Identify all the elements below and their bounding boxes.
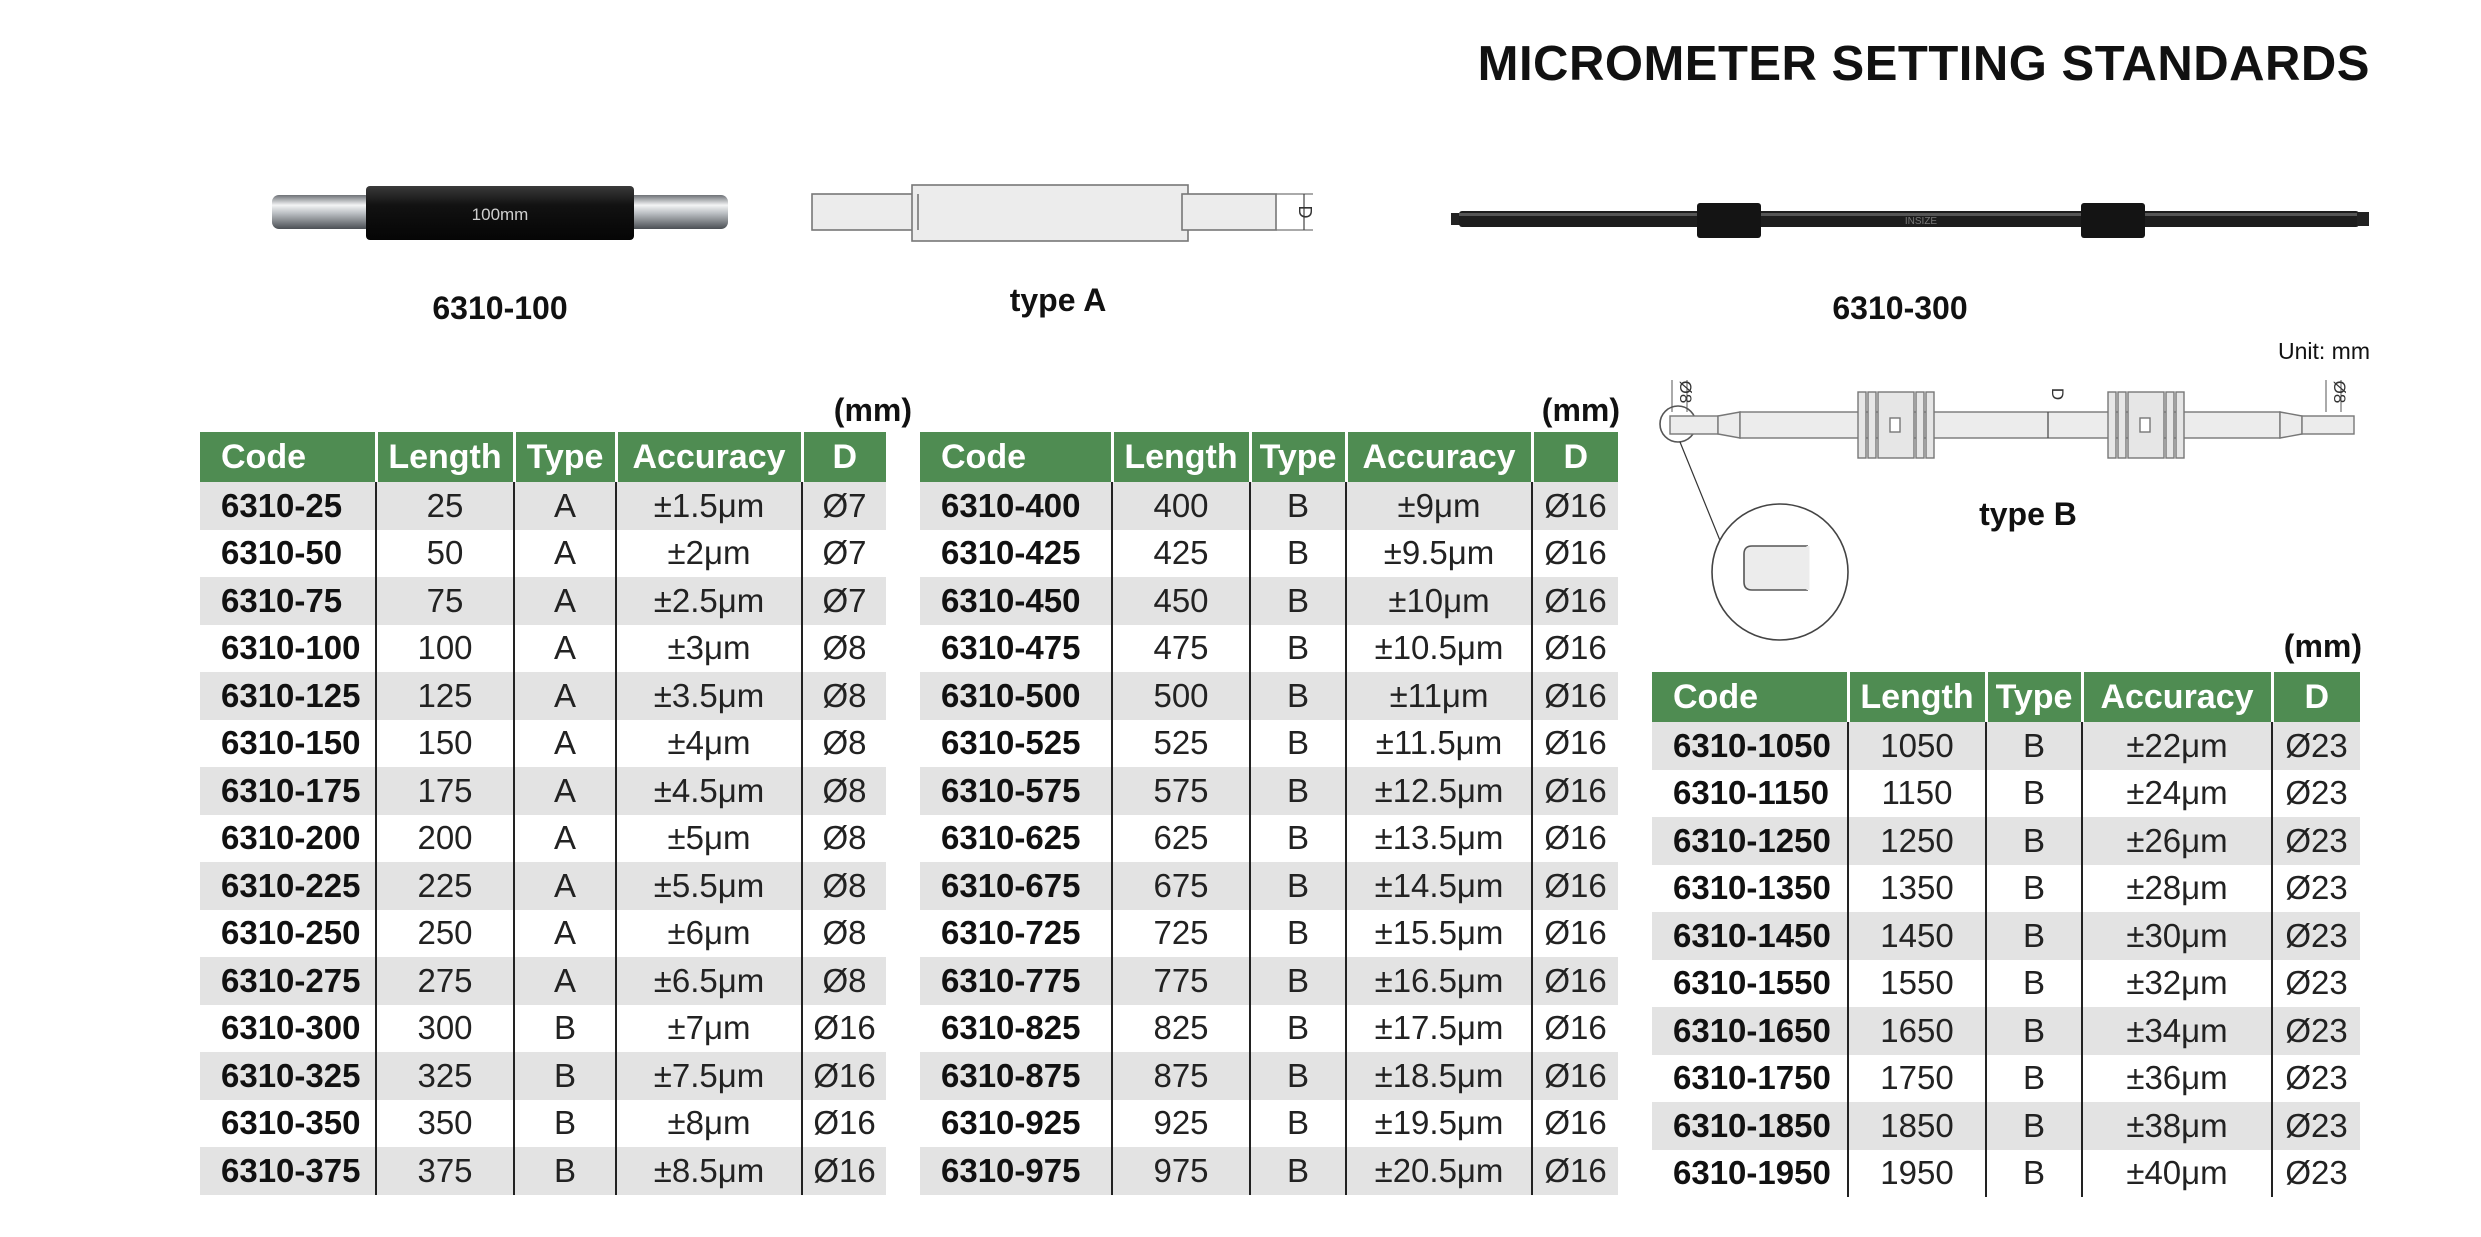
col-header-type: Type bbox=[1250, 432, 1346, 482]
table-row bbox=[1652, 817, 2360, 865]
engraving-insize: INSIZE bbox=[1904, 216, 1938, 227]
cell-d: Ø16 bbox=[1532, 1147, 1618, 1195]
cell-code: 6310-225 bbox=[200, 862, 376, 910]
cell-length: 100 bbox=[376, 625, 514, 673]
cell-code: 6310-975 bbox=[920, 1147, 1112, 1195]
cell-d: Ø8 bbox=[802, 862, 886, 910]
cell-d: Ø8 bbox=[802, 720, 886, 768]
cell-length: 275 bbox=[376, 957, 514, 1005]
cell-d: Ø16 bbox=[1532, 862, 1618, 910]
cell-length: 1650 bbox=[1848, 1007, 1986, 1055]
cell-d: Ø16 bbox=[1532, 1100, 1618, 1148]
table-row bbox=[200, 577, 886, 625]
cell-accuracy: ±10μm bbox=[1346, 577, 1532, 625]
cell-length: 375 bbox=[376, 1147, 514, 1195]
cell-type: B bbox=[1986, 1055, 2082, 1103]
cell-d: Ø23 bbox=[2272, 912, 2360, 960]
cell-d: Ø23 bbox=[2272, 770, 2360, 818]
cell-d: Ø16 bbox=[1532, 815, 1618, 863]
cell-d: Ø8 bbox=[802, 625, 886, 673]
table-header-row bbox=[200, 432, 886, 482]
caption-6310-100: 6310-100 bbox=[432, 290, 568, 326]
cell-accuracy: ±2μm bbox=[616, 530, 802, 578]
col-header-d: D bbox=[1532, 432, 1618, 482]
cell-accuracy: ±34μm bbox=[2082, 1007, 2272, 1055]
cell-d: Ø16 bbox=[802, 1005, 886, 1053]
cell-length: 200 bbox=[376, 815, 514, 863]
cell-length: 525 bbox=[1112, 720, 1250, 768]
table-row bbox=[200, 720, 886, 768]
table-row bbox=[920, 1005, 1618, 1053]
cell-type: B bbox=[1986, 722, 2082, 770]
cell-d: Ø16 bbox=[1532, 482, 1618, 530]
cell-code: 6310-1850 bbox=[1652, 1102, 1848, 1150]
cell-d: Ø23 bbox=[2272, 1150, 2360, 1198]
cell-code: 6310-125 bbox=[200, 672, 376, 720]
cell-d: Ø16 bbox=[1532, 910, 1618, 958]
cell-length: 350 bbox=[376, 1100, 514, 1148]
cell-accuracy: ±1.5μm bbox=[616, 482, 802, 530]
table-row bbox=[200, 1100, 886, 1148]
table-row bbox=[200, 1147, 886, 1195]
type-b-left-dia: Ø8 bbox=[1676, 380, 1695, 404]
table-row bbox=[200, 815, 886, 863]
cell-d: Ø7 bbox=[802, 577, 886, 625]
cell-accuracy: ±10.5μm bbox=[1346, 625, 1532, 673]
cell-accuracy: ±19.5μm bbox=[1346, 1100, 1532, 1148]
cell-type: B bbox=[1250, 1005, 1346, 1053]
cell-type: A bbox=[514, 482, 616, 530]
cell-accuracy: ±7μm bbox=[616, 1005, 802, 1053]
cell-length: 1050 bbox=[1848, 722, 1986, 770]
table-row bbox=[920, 720, 1618, 768]
table-1-unit: (mm) bbox=[833, 392, 912, 428]
cell-d: Ø16 bbox=[802, 1100, 886, 1148]
cell-accuracy: ±30μm bbox=[2082, 912, 2272, 960]
cell-code: 6310-1550 bbox=[1652, 960, 1848, 1008]
table-row bbox=[200, 767, 886, 815]
cell-code: 6310-1750 bbox=[1652, 1055, 1848, 1103]
spec-table-2 bbox=[920, 432, 1618, 1195]
cell-d: Ø16 bbox=[1532, 577, 1618, 625]
table-row bbox=[1652, 722, 2360, 770]
cell-code: 6310-275 bbox=[200, 957, 376, 1005]
type-a-drawing bbox=[808, 182, 1320, 246]
cell-d: Ø23 bbox=[2272, 1007, 2360, 1055]
cell-accuracy: ±36μm bbox=[2082, 1055, 2272, 1103]
table-row bbox=[1652, 960, 2360, 1008]
table-row bbox=[1652, 1150, 2360, 1198]
table-row bbox=[200, 862, 886, 910]
cell-length: 725 bbox=[1112, 910, 1250, 958]
engraving-100mm: 100mm bbox=[471, 205, 529, 224]
cell-code: 6310-825 bbox=[920, 1005, 1112, 1053]
cell-code: 6310-175 bbox=[200, 767, 376, 815]
cell-type: B bbox=[1250, 672, 1346, 720]
table-row bbox=[1652, 865, 2360, 913]
cell-d: Ø16 bbox=[1532, 720, 1618, 768]
table-row bbox=[920, 957, 1618, 1005]
cell-length: 50 bbox=[376, 530, 514, 578]
cell-length: 1450 bbox=[1848, 912, 1986, 960]
standard-300-photo bbox=[1451, 198, 2369, 246]
table-row bbox=[920, 862, 1618, 910]
col-header-type: Type bbox=[514, 432, 616, 482]
col-header-accuracy: Accuracy bbox=[616, 432, 802, 482]
cell-d: Ø23 bbox=[2272, 722, 2360, 770]
col-header-accuracy: Accuracy bbox=[2082, 672, 2272, 722]
cell-d: Ø8 bbox=[802, 957, 886, 1005]
col-header-d: D bbox=[2272, 672, 2360, 722]
cell-d: Ø8 bbox=[802, 672, 886, 720]
table-row bbox=[920, 577, 1618, 625]
col-header-accuracy: Accuracy bbox=[1346, 432, 1532, 482]
table-row bbox=[920, 1147, 1618, 1195]
cell-accuracy: ±24μm bbox=[2082, 770, 2272, 818]
table-row bbox=[200, 957, 886, 1005]
cell-code: 6310-400 bbox=[920, 482, 1112, 530]
cell-code: 6310-200 bbox=[200, 815, 376, 863]
cell-type: B bbox=[1250, 1147, 1346, 1195]
cell-type: B bbox=[1250, 625, 1346, 673]
cell-type: B bbox=[1986, 770, 2082, 818]
cell-length: 625 bbox=[1112, 815, 1250, 863]
cell-type: B bbox=[514, 1147, 616, 1195]
cell-d: Ø16 bbox=[1532, 957, 1618, 1005]
col-header-code: Code bbox=[920, 432, 1112, 482]
cell-code: 6310-1350 bbox=[1652, 865, 1848, 913]
table-2-unit: (mm) bbox=[1541, 392, 1620, 428]
table-body bbox=[1652, 722, 2360, 1197]
cell-accuracy: ±38μm bbox=[2082, 1102, 2272, 1150]
cell-length: 975 bbox=[1112, 1147, 1250, 1195]
col-header-length: Length bbox=[376, 432, 514, 482]
cell-d: Ø23 bbox=[2272, 1102, 2360, 1150]
cell-accuracy: ±9.5μm bbox=[1346, 530, 1532, 578]
cell-accuracy: ±18.5μm bbox=[1346, 1052, 1532, 1100]
table-header-row bbox=[920, 432, 1618, 482]
cell-accuracy: ±20.5μm bbox=[1346, 1147, 1532, 1195]
cell-type: A bbox=[514, 720, 616, 768]
table-header-row bbox=[1652, 672, 2360, 722]
cell-code: 6310-75 bbox=[200, 577, 376, 625]
cell-code: 6310-1450 bbox=[1652, 912, 1848, 960]
cell-d: Ø16 bbox=[802, 1147, 886, 1195]
cell-length: 575 bbox=[1112, 767, 1250, 815]
table-row bbox=[200, 482, 886, 530]
cell-length: 1250 bbox=[1848, 817, 1986, 865]
cell-type: B bbox=[1986, 1007, 2082, 1055]
unit-note: Unit: mm bbox=[2278, 338, 2370, 364]
cell-accuracy: ±13.5μm bbox=[1346, 815, 1532, 863]
cell-d: Ø8 bbox=[802, 767, 886, 815]
table-row bbox=[920, 1052, 1618, 1100]
cell-d: Ø16 bbox=[1532, 672, 1618, 720]
cell-accuracy: ±5μm bbox=[616, 815, 802, 863]
cell-accuracy: ±6.5μm bbox=[616, 957, 802, 1005]
cell-code: 6310-725 bbox=[920, 910, 1112, 958]
cell-length: 400 bbox=[1112, 482, 1250, 530]
cell-code: 6310-250 bbox=[200, 910, 376, 958]
table-row bbox=[1652, 770, 2360, 818]
cell-code: 6310-525 bbox=[920, 720, 1112, 768]
table-row bbox=[920, 530, 1618, 578]
cell-d: Ø16 bbox=[802, 1052, 886, 1100]
cell-type: B bbox=[1250, 767, 1346, 815]
col-header-length: Length bbox=[1848, 672, 1986, 722]
spec-table-3 bbox=[1652, 672, 2360, 1197]
table-row bbox=[1652, 1102, 2360, 1150]
cell-code: 6310-575 bbox=[920, 767, 1112, 815]
cell-accuracy: ±8μm bbox=[616, 1100, 802, 1148]
table-row bbox=[920, 910, 1618, 958]
cell-length: 250 bbox=[376, 910, 514, 958]
cell-accuracy: ±15.5μm bbox=[1346, 910, 1532, 958]
cell-type: B bbox=[1250, 1052, 1346, 1100]
cell-accuracy: ±40μm bbox=[2082, 1150, 2272, 1198]
cell-code: 6310-1250 bbox=[1652, 817, 1848, 865]
cell-d: Ø7 bbox=[802, 530, 886, 578]
cell-type: B bbox=[1250, 862, 1346, 910]
cell-d: Ø8 bbox=[802, 815, 886, 863]
col-header-type: Type bbox=[1986, 672, 2082, 722]
cell-code: 6310-375 bbox=[200, 1147, 376, 1195]
table-row bbox=[200, 1052, 886, 1100]
table-row bbox=[920, 625, 1618, 673]
cell-code: 6310-150 bbox=[200, 720, 376, 768]
cell-type: B bbox=[1986, 865, 2082, 913]
cell-type: B bbox=[1250, 1100, 1346, 1148]
cell-accuracy: ±16.5μm bbox=[1346, 957, 1532, 1005]
cell-code: 6310-325 bbox=[200, 1052, 376, 1100]
caption-6310-300: 6310-300 bbox=[1832, 290, 1968, 326]
cell-length: 25 bbox=[376, 482, 514, 530]
cell-type: B bbox=[514, 1100, 616, 1148]
table-row bbox=[920, 767, 1618, 815]
table-row bbox=[920, 1100, 1618, 1148]
cell-accuracy: ±11μm bbox=[1346, 672, 1532, 720]
cell-type: A bbox=[514, 625, 616, 673]
cell-d: Ø23 bbox=[2272, 817, 2360, 865]
table-row bbox=[920, 672, 1618, 720]
caption-type-a: type A bbox=[1009, 282, 1107, 318]
caption-type-b: type B bbox=[1979, 496, 2077, 532]
cell-type: B bbox=[1250, 577, 1346, 625]
cell-code: 6310-300 bbox=[200, 1005, 376, 1053]
cell-code: 6310-775 bbox=[920, 957, 1112, 1005]
cell-code: 6310-875 bbox=[920, 1052, 1112, 1100]
cell-d: Ø16 bbox=[1532, 1052, 1618, 1100]
cell-code: 6310-450 bbox=[920, 577, 1112, 625]
cell-type: B bbox=[1250, 815, 1346, 863]
cell-length: 225 bbox=[376, 862, 514, 910]
cell-length: 150 bbox=[376, 720, 514, 768]
page-title: MICROMETER SETTING STANDARDS bbox=[1477, 37, 2370, 91]
cell-accuracy: ±8.5μm bbox=[616, 1147, 802, 1195]
cell-length: 175 bbox=[376, 767, 514, 815]
cell-length: 425 bbox=[1112, 530, 1250, 578]
cell-code: 6310-1050 bbox=[1652, 722, 1848, 770]
cell-accuracy: ±22μm bbox=[2082, 722, 2272, 770]
cell-type: A bbox=[514, 672, 616, 720]
cell-length: 475 bbox=[1112, 625, 1250, 673]
cell-type: B bbox=[1986, 817, 2082, 865]
cell-length: 125 bbox=[376, 672, 514, 720]
cell-code: 6310-1650 bbox=[1652, 1007, 1848, 1055]
cell-length: 925 bbox=[1112, 1100, 1250, 1148]
cell-type: B bbox=[1250, 910, 1346, 958]
type-b-d-label: D bbox=[2048, 387, 2067, 401]
table-row bbox=[200, 625, 886, 673]
cell-length: 1550 bbox=[1848, 960, 1986, 1008]
table-row bbox=[1652, 1055, 2360, 1103]
cell-accuracy: ±11.5μm bbox=[1346, 720, 1532, 768]
table-3-unit: (mm) bbox=[2283, 628, 2362, 664]
cell-type: A bbox=[514, 910, 616, 958]
cell-length: 500 bbox=[1112, 672, 1250, 720]
cell-code: 6310-475 bbox=[920, 625, 1112, 673]
cell-type: B bbox=[1986, 1150, 2082, 1198]
col-header-code: Code bbox=[1652, 672, 1848, 722]
cell-length: 875 bbox=[1112, 1052, 1250, 1100]
cell-d: Ø23 bbox=[2272, 865, 2360, 913]
cell-accuracy: ±4.5μm bbox=[616, 767, 802, 815]
cell-accuracy: ±12.5μm bbox=[1346, 767, 1532, 815]
table-body bbox=[200, 482, 886, 1195]
cell-length: 1350 bbox=[1848, 865, 1986, 913]
cell-accuracy: ±6μm bbox=[616, 910, 802, 958]
table-row bbox=[200, 1005, 886, 1053]
cell-code: 6310-500 bbox=[920, 672, 1112, 720]
cell-length: 300 bbox=[376, 1005, 514, 1053]
standard-100mm-photo bbox=[270, 182, 732, 244]
col-header-code: Code bbox=[200, 432, 376, 482]
spec-table-1 bbox=[200, 432, 886, 1195]
type-b-right-dia: Ø8 bbox=[2330, 380, 2349, 404]
cell-accuracy: ±3.5μm bbox=[616, 672, 802, 720]
cell-type: B bbox=[514, 1052, 616, 1100]
table-row bbox=[200, 910, 886, 958]
cell-accuracy: ±17.5μm bbox=[1346, 1005, 1532, 1053]
cell-code: 6310-50 bbox=[200, 530, 376, 578]
cell-type: B bbox=[1986, 912, 2082, 960]
cell-length: 1750 bbox=[1848, 1055, 1986, 1103]
cell-code: 6310-675 bbox=[920, 862, 1112, 910]
cell-length: 775 bbox=[1112, 957, 1250, 1005]
cell-accuracy: ±2.5μm bbox=[616, 577, 802, 625]
cell-code: 6310-1150 bbox=[1652, 770, 1848, 818]
cell-accuracy: ±4μm bbox=[616, 720, 802, 768]
table-row bbox=[1652, 912, 2360, 960]
cell-d: Ø23 bbox=[2272, 960, 2360, 1008]
cell-d: Ø16 bbox=[1532, 625, 1618, 673]
cell-type: A bbox=[514, 815, 616, 863]
cell-d: Ø7 bbox=[802, 482, 886, 530]
cell-accuracy: ±32μm bbox=[2082, 960, 2272, 1008]
cell-length: 75 bbox=[376, 577, 514, 625]
cell-type: B bbox=[1250, 957, 1346, 1005]
col-header-d: D bbox=[802, 432, 886, 482]
cell-accuracy: ±5.5μm bbox=[616, 862, 802, 910]
cell-length: 450 bbox=[1112, 577, 1250, 625]
cell-type: A bbox=[514, 862, 616, 910]
cell-code: 6310-350 bbox=[200, 1100, 376, 1148]
cell-code: 6310-925 bbox=[920, 1100, 1112, 1148]
cell-code: 6310-1950 bbox=[1652, 1150, 1848, 1198]
cell-type: B bbox=[1250, 482, 1346, 530]
cell-code: 6310-25 bbox=[200, 482, 376, 530]
cell-length: 825 bbox=[1112, 1005, 1250, 1053]
cell-type: B bbox=[1986, 960, 2082, 1008]
cell-d: Ø23 bbox=[2272, 1055, 2360, 1103]
cell-type: B bbox=[514, 1005, 616, 1053]
cell-type: B bbox=[1986, 1102, 2082, 1150]
cell-type: A bbox=[514, 957, 616, 1005]
cell-code: 6310-625 bbox=[920, 815, 1112, 863]
cell-d: Ø16 bbox=[1532, 530, 1618, 578]
cell-type: A bbox=[514, 577, 616, 625]
cell-accuracy: ±28μm bbox=[2082, 865, 2272, 913]
type-a-d-label: D bbox=[1295, 205, 1315, 219]
cell-type: A bbox=[514, 767, 616, 815]
cell-length: 675 bbox=[1112, 862, 1250, 910]
table-row bbox=[200, 672, 886, 720]
table-row bbox=[920, 815, 1618, 863]
cell-length: 1850 bbox=[1848, 1102, 1986, 1150]
table-row bbox=[1652, 1007, 2360, 1055]
cell-accuracy: ±14.5μm bbox=[1346, 862, 1532, 910]
cell-length: 325 bbox=[376, 1052, 514, 1100]
cell-code: 6310-425 bbox=[920, 530, 1112, 578]
cell-type: B bbox=[1250, 720, 1346, 768]
table-body bbox=[920, 482, 1618, 1195]
cell-type: A bbox=[514, 530, 616, 578]
cell-d: Ø8 bbox=[802, 910, 886, 958]
col-header-length: Length bbox=[1112, 432, 1250, 482]
cell-length: 1150 bbox=[1848, 770, 1986, 818]
table-row bbox=[200, 530, 886, 578]
table-row bbox=[920, 482, 1618, 530]
cell-accuracy: ±7.5μm bbox=[616, 1052, 802, 1100]
cell-length: 1950 bbox=[1848, 1150, 1986, 1198]
cell-accuracy: ±9μm bbox=[1346, 482, 1532, 530]
cell-accuracy: ±3μm bbox=[616, 625, 802, 673]
cell-type: B bbox=[1250, 530, 1346, 578]
cell-d: Ø16 bbox=[1532, 767, 1618, 815]
cell-accuracy: ±26μm bbox=[2082, 817, 2272, 865]
cell-code: 6310-100 bbox=[200, 625, 376, 673]
cell-d: Ø16 bbox=[1532, 1005, 1618, 1053]
